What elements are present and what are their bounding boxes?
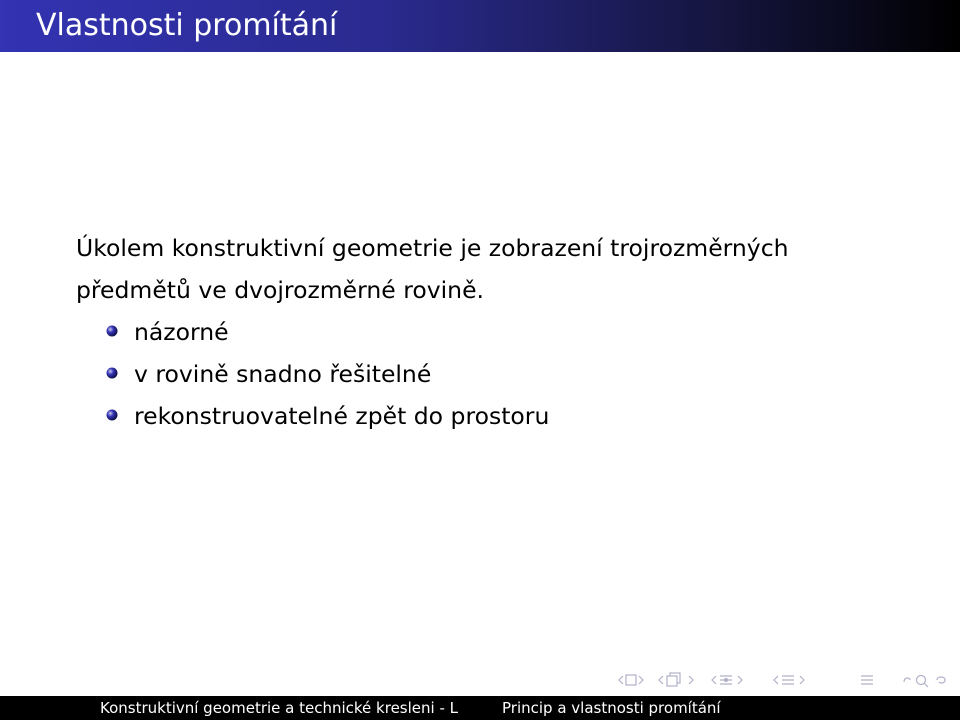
- title-bar: [0, 0, 960, 52]
- nav-search-icon[interactable]: [904, 676, 945, 688]
- intro-line-2: předmětů ve dvojrozměrné rovině.: [76, 276, 484, 304]
- bullet-item: [76, 395, 936, 437]
- nav-subsection-icon[interactable]: [712, 676, 742, 684]
- bullet-item: [76, 311, 936, 353]
- bullet-text: v rovině snadno řešitelné: [134, 360, 432, 388]
- nav-slide-icon[interactable]: [619, 675, 643, 685]
- nav-align-icon[interactable]: [861, 676, 873, 684]
- ball-bullet-icon: [106, 325, 118, 337]
- ball-bullet-icon: [106, 409, 118, 421]
- bullet-item: [76, 353, 936, 395]
- nav-frame-icon[interactable]: [659, 673, 693, 686]
- slide-title: Vlastnosti promítání: [36, 8, 338, 43]
- footer-section-title: Princip a vlastnosti promítání: [480, 696, 960, 720]
- bullet-text: názorné: [134, 318, 229, 346]
- ball-bullet-icon: [106, 367, 118, 379]
- footer-course-title: Konstruktivní geometrie a technické kresleni - L: [0, 696, 480, 720]
- nav-section-icon[interactable]: [774, 676, 804, 684]
- bullet-list: [76, 311, 936, 437]
- slide-content: [76, 227, 936, 437]
- footer: [0, 696, 960, 720]
- intro-line-1: Úkolem konstruktivní geometrie je zobrazení trojrozměrných: [76, 234, 789, 262]
- bullet-text: rekonstruovatelné zpět do prostoru: [134, 402, 550, 430]
- navigation-bar: [615, 670, 955, 690]
